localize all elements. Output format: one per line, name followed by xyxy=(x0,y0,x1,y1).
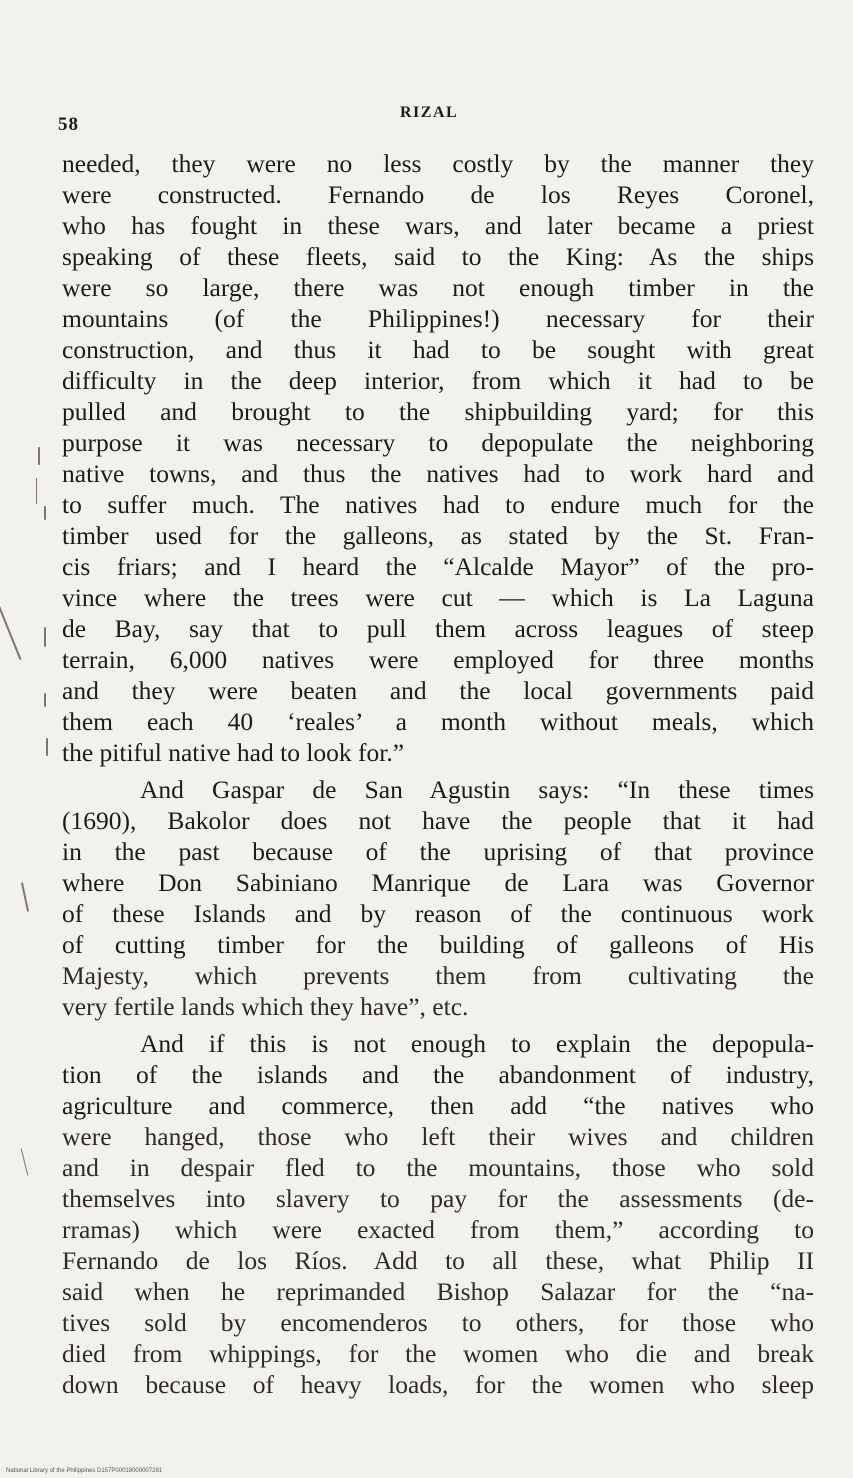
text-line: very fertile lands which they have”, etc. xyxy=(62,992,469,1021)
margin-mark xyxy=(36,478,37,504)
text-line: were hanged, those who left their wives and children xyxy=(62,1122,814,1151)
text-line: And Gaspar de San Agustin says: “In these times xyxy=(140,775,814,804)
body-text xyxy=(62,148,814,1400)
text-line: the pitiful native had to look for.” xyxy=(62,738,405,767)
text-line: of cutting timber for the building of galleons of His xyxy=(62,930,814,959)
text-line: agriculture and commerce, then add “the natives who xyxy=(62,1091,814,1120)
margin-mark xyxy=(44,506,46,520)
text-line: in the past because of the uprising of that province xyxy=(62,837,814,866)
text-line: were so large, there was not enough timber in the xyxy=(62,273,814,302)
text-line: tion of the islands and the abandonment of industry, xyxy=(62,1060,814,1089)
text-line: and they were beaten and the local governments paid xyxy=(62,676,814,705)
text-line: de Bay, say that to pull them across leagues of steep xyxy=(62,614,814,643)
text-line: difficulty in the deep interior, from which it had to be xyxy=(62,366,814,395)
running-head: RIZAL xyxy=(400,104,459,121)
text-line: rramas) which were exacted from them,” according to xyxy=(62,1215,814,1244)
margin-mark xyxy=(21,882,29,912)
text-line: were constructed. Fernando de los Reyes Coronel, xyxy=(62,180,814,209)
text-line: Majesty, which prevents them from cultivating the xyxy=(62,961,814,990)
text-line: purpose it was necessary to depopulate the neighboring xyxy=(62,428,814,457)
text-line: vince where the trees were cut — which is La Laguna xyxy=(62,583,814,612)
text-line: pulled and brought to the shipbuilding yard; for this xyxy=(62,397,814,426)
text-line: Fernando de los Ríos. Add to all these, what Philip II xyxy=(62,1246,814,1275)
text-line: needed, they were no less costly by the manner they xyxy=(62,149,814,178)
text-line: them each 40 ‘reales’ a month without meals, which xyxy=(62,707,814,736)
text-line: of these Islands and by reason of the continuous work xyxy=(62,899,814,928)
margin-mark xyxy=(38,447,40,465)
margin-mark xyxy=(0,602,22,660)
text-line: and in despair fled to the mountains, those who sold xyxy=(62,1153,814,1182)
page-number: 58 xyxy=(58,114,79,135)
text-line: And if this is not enough to explain the depopula- xyxy=(140,1029,814,1058)
text-line: where Don Sabiniano Manrique de Lara was Governor xyxy=(62,868,814,897)
text-line: down because of heavy loads, for the women who sleep xyxy=(62,1370,814,1399)
text-line: construction, and thus it had to be sought with great xyxy=(62,335,814,364)
margin-mark xyxy=(44,627,46,647)
text-line: died from whippings, for the women who die and break xyxy=(62,1339,814,1368)
text-line: timber used for the galleons, as stated by the St. Fran- xyxy=(62,521,814,550)
text-line: (1690), Bakolor does not have the people that it had xyxy=(62,806,814,835)
margin-mark xyxy=(21,1148,29,1175)
text-line: native towns, and thus the natives had to work hard and xyxy=(62,459,814,488)
footer-credit: National Library of the Philippines D157P00018000007281 xyxy=(6,1468,163,1474)
text-line: mountains (of the Philippines!) necessary for their xyxy=(62,304,814,333)
text-line: to suffer much. The natives had to endure much for the xyxy=(62,490,814,519)
margin-mark xyxy=(44,693,46,707)
paragraph-1 xyxy=(62,148,814,768)
text-line: cis friars; and I heard the “Alcalde Mayor” of the pro- xyxy=(62,552,814,581)
text-line: tives sold by encomenderos to others, for those who xyxy=(62,1308,814,1337)
text-line: who has fought in these wars, and later became a priest xyxy=(62,211,814,240)
paragraph-3 xyxy=(62,1028,814,1400)
text-line: said when he reprimanded Bishop Salazar for the “na- xyxy=(62,1277,814,1306)
text-line: speaking of these fleets, said to the King: As the ships xyxy=(62,242,814,271)
text-line: themselves into slavery to pay for the assessments (de- xyxy=(62,1184,814,1213)
margin-mark xyxy=(46,738,48,756)
paragraph-2 xyxy=(62,774,814,1022)
text-line: terrain, 6,000 natives were employed for three months xyxy=(62,645,814,674)
